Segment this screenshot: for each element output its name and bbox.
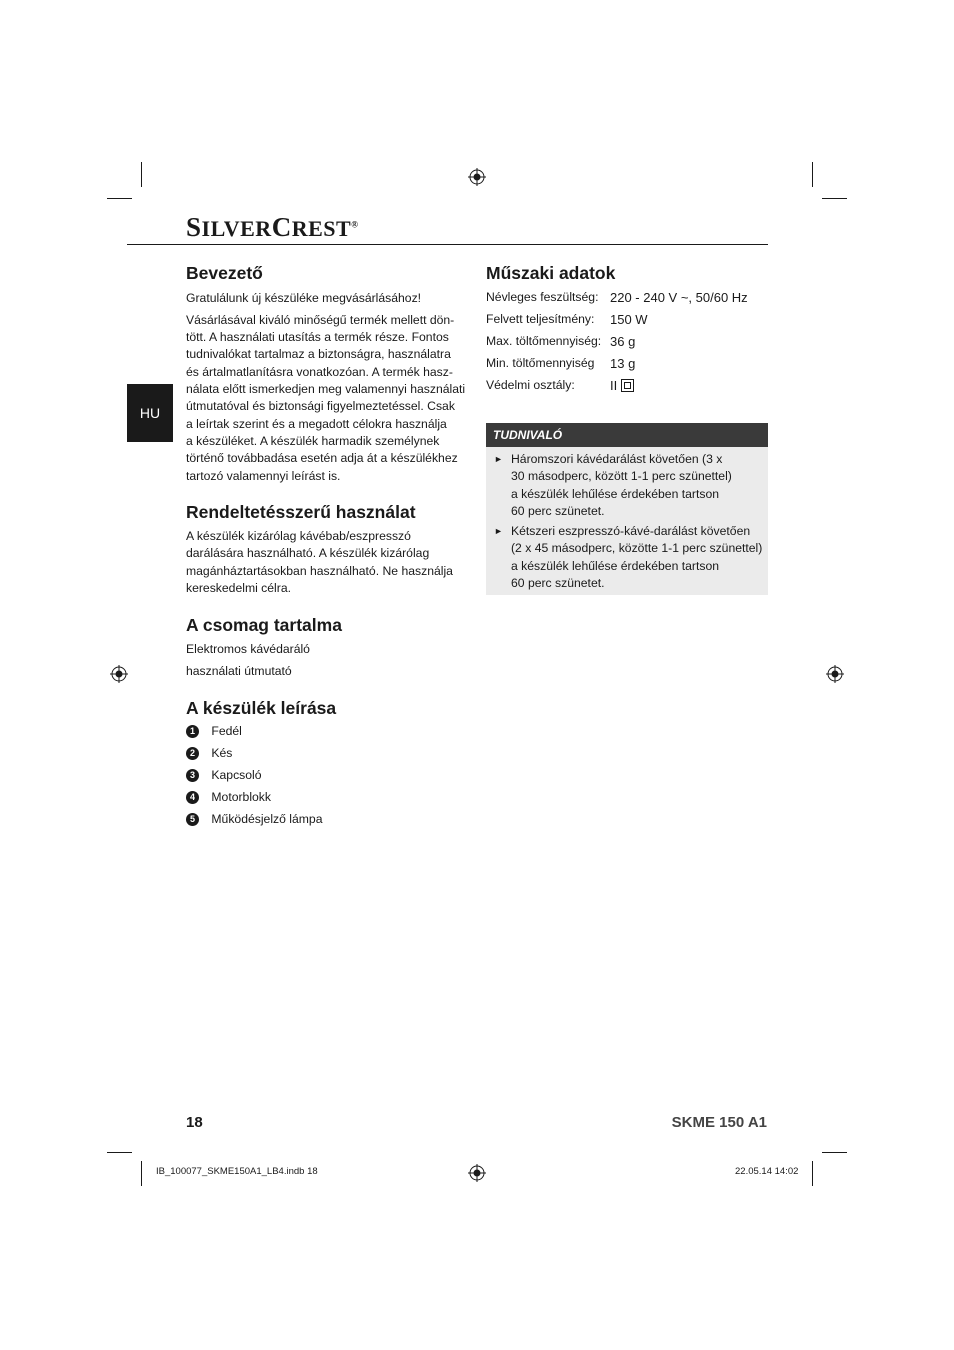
bevezeto-p2-line: a leírtak szerint és a megadott célokra használja <box>186 417 447 431</box>
spec-label: Felvett teljesítmény: <box>486 312 595 326</box>
muszaki-heading: Műszaki adatok <box>486 263 616 283</box>
bevezeto-p2-line: a készüléket. A készülék harmadik személynek <box>186 434 440 448</box>
part-label: Fedél <box>211 724 242 738</box>
rendeltetes-line: A készülék kizárólag kávébab/eszpresszó <box>186 529 411 543</box>
spec-row <box>486 290 748 305</box>
registration-mark-top-icon <box>468 168 486 186</box>
rendeltetes-line: magánháztartásokban használható. Ne használja <box>186 564 453 578</box>
leiras-item <box>186 812 323 826</box>
rendeltetes-line: kereskedelmi célra. <box>186 581 291 595</box>
csomag-heading: A csomag tartalma <box>186 615 342 635</box>
language-tab: HU <box>127 384 173 442</box>
spec-label: Védelmi osztály: <box>486 378 575 392</box>
model-number: SKME 150 A1 <box>671 1114 767 1131</box>
tudnivalo-line: 60 perc szünetet. <box>511 576 605 591</box>
spec-value: 13 g <box>610 356 636 371</box>
tudnivalo-heading: TUDNIVALÓ <box>486 423 768 447</box>
bevezeto-p2-line: tudnivalókat tartalmaz a biztonságra, használatra <box>186 347 451 361</box>
spec-value: 36 g <box>610 334 636 349</box>
leiras-item <box>186 724 242 738</box>
bevezeto-p2-line: tött. A használati utasítás a termék része. Fontos <box>186 330 449 344</box>
leiras-item <box>186 790 271 804</box>
leiras-item <box>186 746 232 760</box>
part-label: Kés <box>211 746 233 760</box>
crop-mark-bottom-right-h <box>822 1152 847 1153</box>
registration-mark-right-icon <box>826 665 844 683</box>
bevezeto-p2-line: történő továbbadása esetén adja át a készülékhez <box>186 451 458 465</box>
leiras-item <box>186 768 262 782</box>
crop-mark-top-left-v <box>141 162 142 187</box>
silvercrest-logo: SILVERCREST® <box>186 212 359 242</box>
part-number-badge: 2 <box>186 747 199 760</box>
tudnivalo-item <box>511 451 766 521</box>
spec-value: 150 W <box>610 312 648 327</box>
crop-mark-bottom-right-v <box>812 1161 813 1186</box>
spec-row <box>486 356 636 371</box>
bevezeto-p2-line: tartozó valamennyi leírást is. <box>186 469 341 483</box>
tudnivalo-line: a készülék lehűlése érdekében tartson <box>511 486 719 501</box>
part-number-badge: 3 <box>186 769 199 782</box>
crop-mark-top-left-h <box>107 198 132 199</box>
bevezeto-p2-line: útmutatóval és biztonsági figyelmeztetéssel. Csak <box>186 399 455 413</box>
tudnivalo-line: a készülék lehűlése érdekében tartson <box>511 558 719 573</box>
csomag-item: Elektromos kávédaráló <box>186 642 310 656</box>
spec-label: Min. töltőmennyiség <box>486 356 595 370</box>
crop-mark-top-right-v <box>812 162 813 187</box>
spec-row <box>486 334 636 349</box>
spec-value: 220 - 240 V ~, 50/60 Hz <box>610 290 748 305</box>
tudnivalo-item <box>511 523 766 593</box>
page-number: 18 <box>186 1114 203 1131</box>
registration-mark-left-icon <box>110 665 128 683</box>
slug-file-info: IB_100077_SKME150A1_LB4.indb 18 <box>156 1166 318 1177</box>
header-rule <box>127 244 768 245</box>
rendeltetes-heading: Rendeltetésszerű használat <box>186 502 416 522</box>
crop-mark-bottom-left-h <box>107 1152 132 1153</box>
part-label: Motorblokk <box>211 790 271 804</box>
tudnivalo-line: Háromszori kávédarálást követően (3 x <box>511 452 723 466</box>
bevezeto-p2-line: nálata előtt ismerkedjen meg valamennyi használati <box>186 382 466 396</box>
tudnivalo-line: Kétszeri eszpresszó-kávé-darálást követően <box>511 524 751 538</box>
tudnivalo-box <box>486 423 768 595</box>
tudnivalo-line: (2 x 45 másodperc, közötte 1-1 perc szünettel) <box>511 541 763 556</box>
slug-date-info: 22.05.14 14:02 <box>735 1166 799 1177</box>
bevezeto-p1: Gratulálunk új készüléke megvásárlásához! <box>186 291 422 305</box>
crop-mark-top-right-h <box>822 198 847 199</box>
part-label: Kapcsoló <box>211 768 262 782</box>
leiras-heading: A készülék leírása <box>186 698 337 718</box>
tudnivalo-line: 30 másodperc, között 1-1 perc szünettel) <box>511 469 732 484</box>
part-label: Működésjelző lámpa <box>211 812 323 826</box>
spec-row <box>486 378 618 393</box>
part-number-badge: 5 <box>186 813 199 826</box>
spec-label: Névleges feszültség: <box>486 290 599 304</box>
bevezeto-p2-line: Vásárlásával kiváló minőségű termék mellett dön- <box>186 313 455 327</box>
bevezeto-heading: Bevezető <box>186 263 263 283</box>
spec-label: Max. töltőmennyiség: <box>486 334 602 348</box>
crop-mark-bottom-left-v <box>141 1161 142 1186</box>
spec-row <box>486 312 648 327</box>
csomag-item: használati útmutató <box>186 664 292 678</box>
bevezeto-p2-line: és ártalmatlanításra vonatkozóan. A termék hasz- <box>186 365 453 379</box>
bullet-arrow-icon: ► <box>494 454 503 464</box>
double-insulation-icon <box>621 379 634 392</box>
spec-value <box>610 378 634 393</box>
registration-mark-bottom-icon <box>468 1164 486 1182</box>
protection-class-text: II <box>610 378 618 393</box>
part-number-badge: 1 <box>186 725 199 738</box>
bullet-arrow-icon: ► <box>494 526 503 536</box>
tudnivalo-line: 60 perc szünetet. <box>511 504 605 519</box>
rendeltetes-line: darálására használható. A készülék kizárólag <box>186 546 430 560</box>
part-number-badge: 4 <box>186 791 199 804</box>
